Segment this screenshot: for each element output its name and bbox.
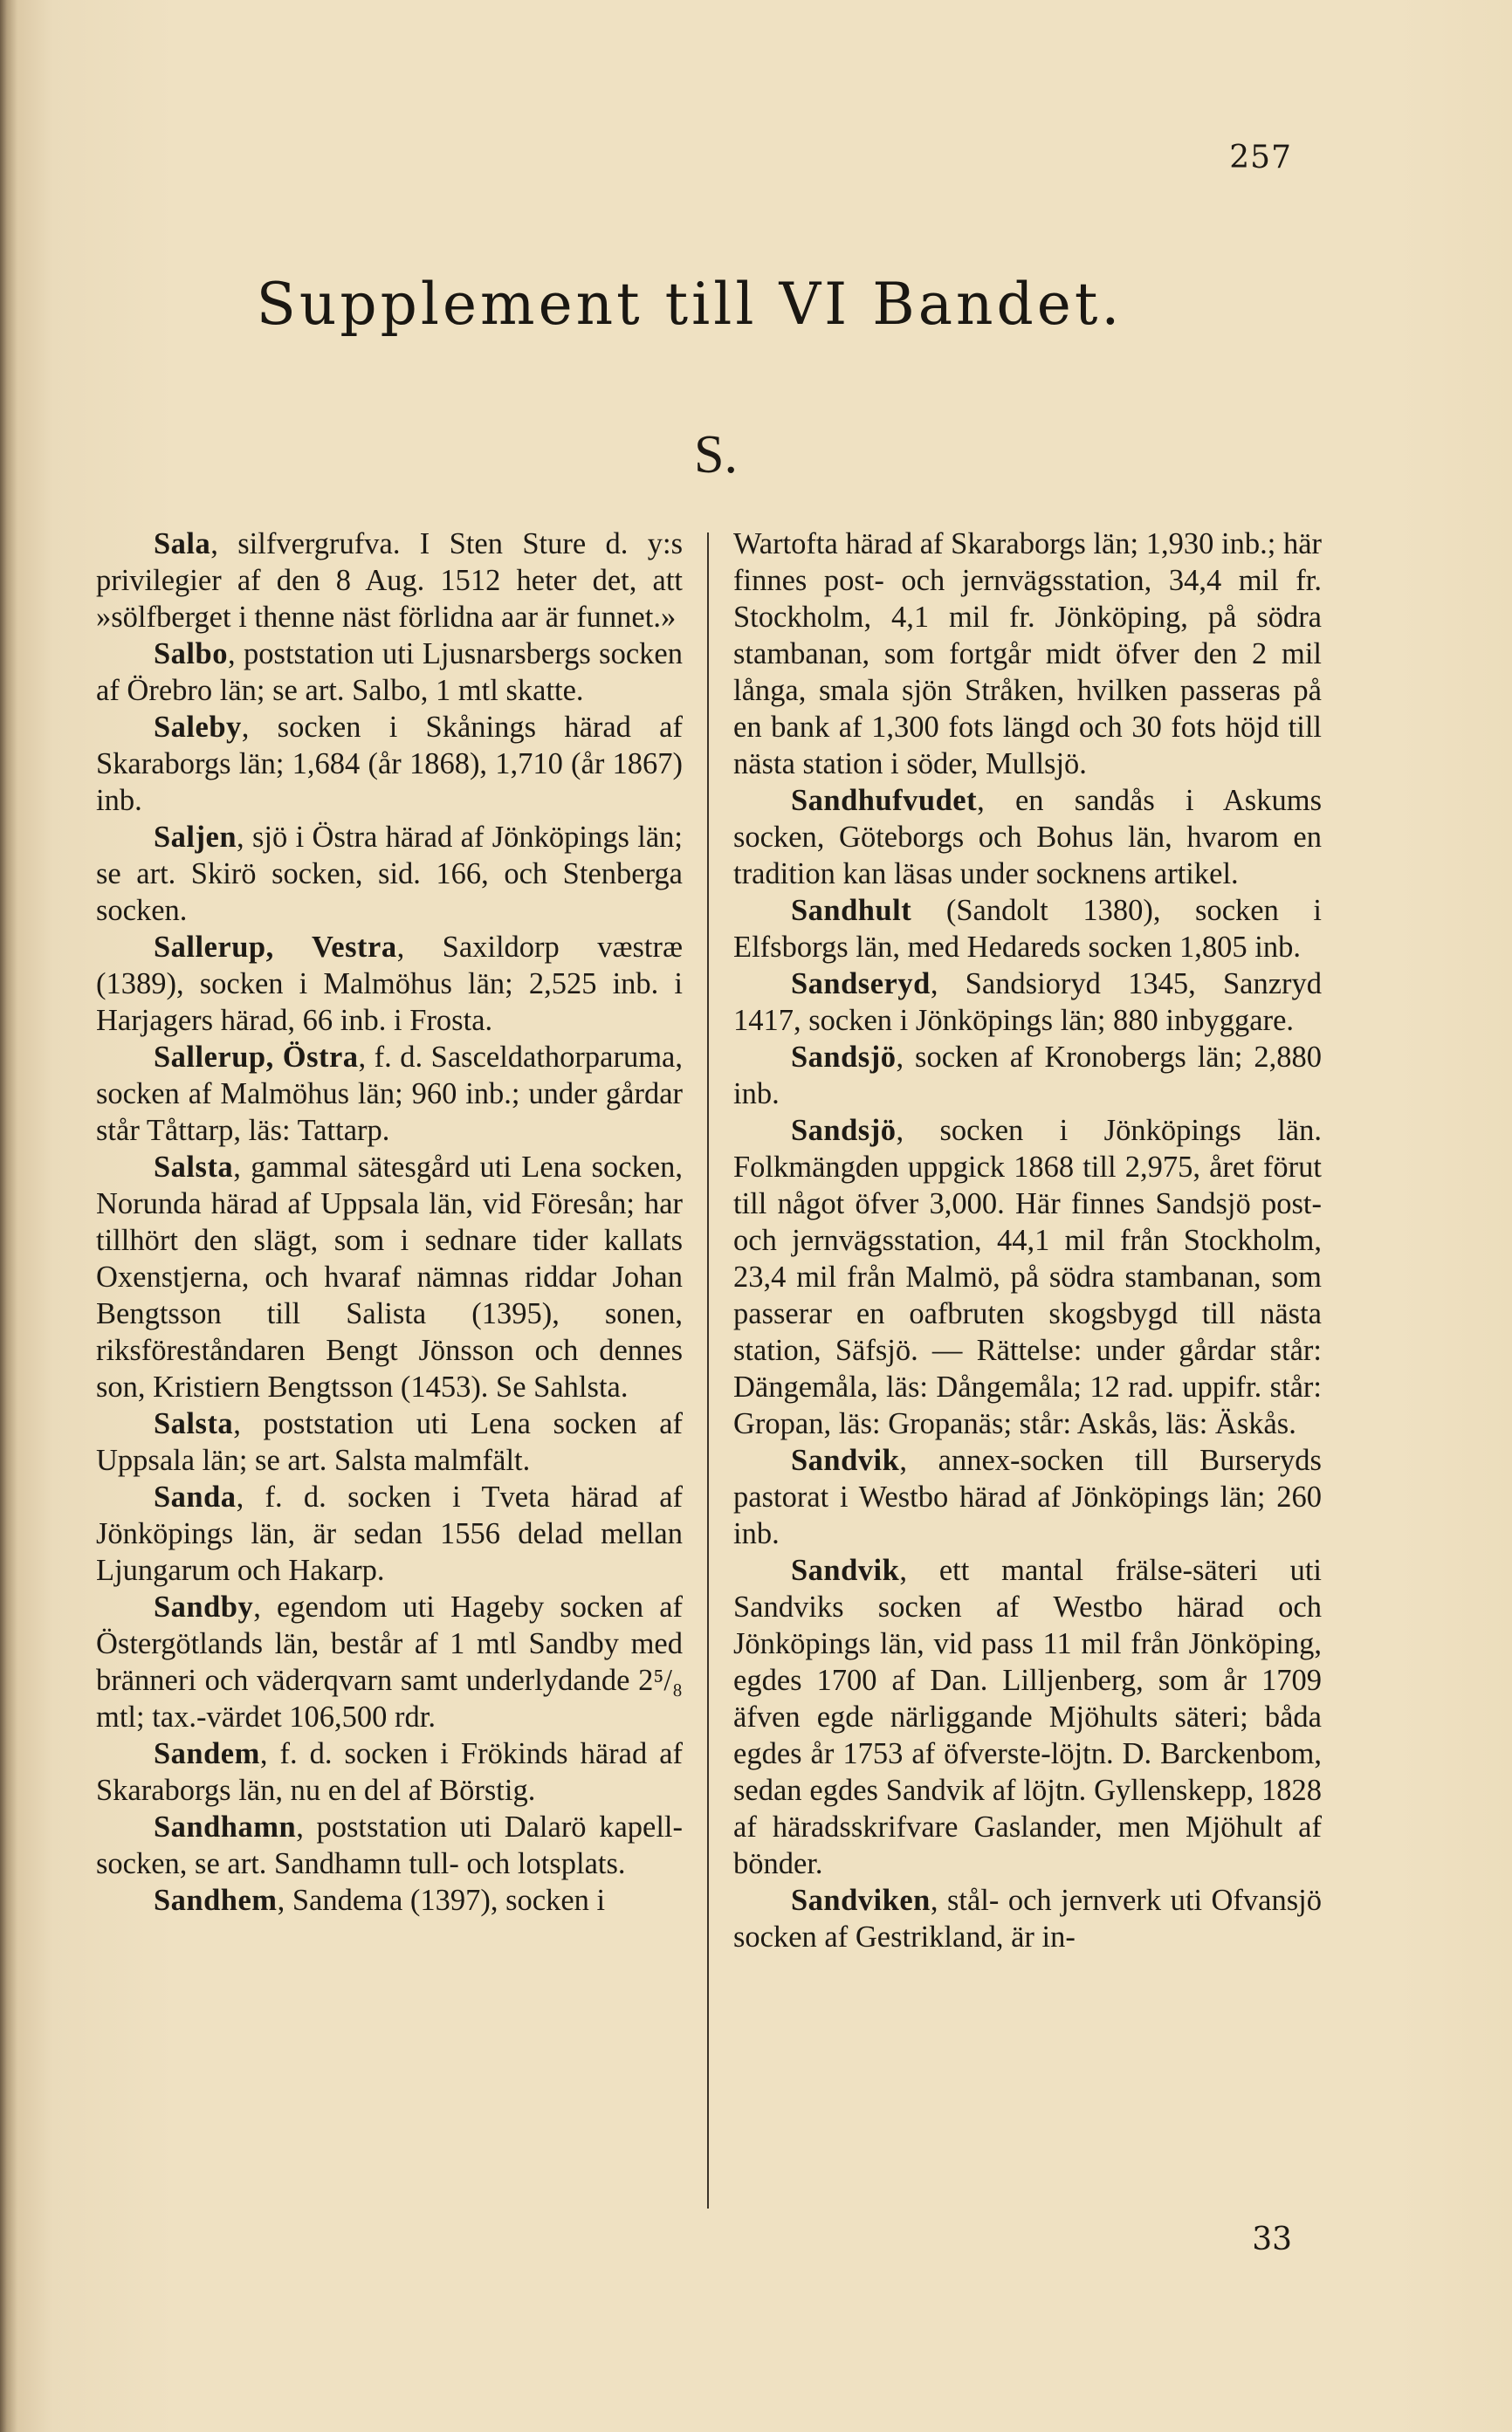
entry-headword: Sandsjö <box>791 1114 897 1147</box>
entry-text: , poststation uti Ljusnarsbergs socken af Örebro län; se art. Salbo, 1 mtl skatte. <box>96 637 683 707</box>
dictionary-entry <box>96 635 683 709</box>
dictionary-entry <box>733 1112 1322 1442</box>
entry-headword: Sandhufvudet <box>791 784 978 817</box>
page-number: 257 <box>1229 140 1292 175</box>
entry-text: , Saxildorp væstræ (1389), socken i Malmöhus län; 2,525 inb. i Harjagers härad, 66 inb. i Frosta. <box>96 931 683 1037</box>
dictionary-entry <box>96 526 683 635</box>
entry-text: , en sandås i Askums socken, Göteborgs och Bohus län, hvarom en tradition kan läsas under socknens artikel. <box>733 784 1322 890</box>
dictionary-entry <box>96 1149 683 1405</box>
entry-text: Wartofta härad af Skaraborgs län; 1,930 inb.; här finnes post- och jernvägsstation, 34,4 mil fr. Stockholm, 4,1 mil fr. Jönköping, på södra stambanan, som fortgår midt öfver den 2 mil långa, smala sjön Stråken, hvilken passeras på en bank af 1,300 fots längd och 30 fots höjd till nästa station i söder, Mullsjö. <box>733 527 1322 780</box>
entry-text: , ett mantal frälse-säteri uti Sandviks socken af Westbo härad och Jönköpings län, vid pass 11 mil från Jönköping, egdes 1700 af Dan. Lilljenberg, som år 1709 äfven egde närliggande Mjöhults säteri; båda egdes år 1753 af öfverste-löjtn. D. Barckenbom, sedan egdes Sandvik af löjtn. Gyllenskepp, 1828 af häradsskrifvare Gaslander, men Mjöhult af bönder. <box>733 1554 1322 1880</box>
entry-headword: Sandvik <box>791 1444 900 1477</box>
entry-text: , annex-socken till Burseryds pastorat i Westbo härad af Jönköpings län; 260 inb. <box>733 1444 1322 1550</box>
entry-text: , sjö i Östra härad af Jönköpings län; se art. Skirö socken, sid. 166, och Stenberga socken. <box>96 821 683 927</box>
entry-text: , f. d. socken i Frökinds härad af Skaraborgs län, nu en del af Börstig. <box>96 1737 683 1807</box>
entry-text: , silfvergrufva. I Sten Sture d. y:s privilegier af den 8 Aug. 1512 heter det, att »sölfberget i thenne näst förlidna aar är funnet.» <box>96 527 683 634</box>
dictionary-entry <box>96 929 683 1039</box>
dictionary-entry <box>96 1039 683 1149</box>
section-letter: S. <box>694 425 738 484</box>
dictionary-entry <box>733 965 1322 1039</box>
entry-text: , poststation uti Dalarö kapell-socken, se art. Sandhamn tull- och lotsplats. <box>96 1810 683 1880</box>
entry-headword: Sandvik <box>791 1554 900 1587</box>
dictionary-entry <box>96 819 683 929</box>
dictionary-entry <box>96 1589 683 1735</box>
dictionary-entry <box>96 1405 683 1479</box>
dictionary-entry <box>733 782 1322 892</box>
entry-headword: Sallerup, Vestra <box>154 931 397 964</box>
entry-text: , socken i Skånings härad af Skaraborgs län; 1,684 (år 1868), 1,710 (år 1867) inb. <box>96 711 683 817</box>
dictionary-entry <box>733 892 1322 965</box>
entry-text: , stål- och jernverk uti Ofvansjö socken af Gestrikland, är in- <box>733 1884 1322 1954</box>
signature-mark: 33 <box>1252 2222 1292 2257</box>
dictionary-entry <box>96 1479 683 1589</box>
dictionary-entry <box>733 526 1322 782</box>
dictionary-entry <box>96 1882 683 1919</box>
column-divider <box>707 532 709 2209</box>
entry-headword: Sandhult <box>791 894 912 927</box>
dictionary-entry <box>733 1039 1322 1112</box>
entry-text: , egendom uti Hageby socken af Östergötlands län, består af 1 mtl Sandby med bränneri och väderqvarn samt underlydande 2⁵/₈ mtl; tax.-värdet 106,500 rdr. <box>96 1590 683 1734</box>
entry-headword: Sandby <box>154 1590 254 1624</box>
dictionary-entry <box>96 1809 683 1882</box>
entry-text: , f. d. Sasceldathorparuma, socken af Malmöhus län; 960 inb.; under gårdar står Tåttarp, läs: Tattarp. <box>96 1041 683 1147</box>
entry-headword: Salbo <box>154 637 228 670</box>
entry-headword: Saljen <box>154 821 237 854</box>
right-column <box>733 526 1322 1955</box>
entry-text: , Sandema (1397), socken i <box>277 1884 606 1917</box>
entry-text: , gammal sätesgård uti Lena socken, Norunda härad af Uppsala län, vid Föresån; har tillhört den slägt, som i sednare tider kallats Oxenstjerna, och hvaraf nämnas riddar Johan Bengtsson till Salista (1395), sonen, riksföreståndaren Bengt Jönsson och dennes son, Kristiern Bengtsson (1453). Se Sahlsta. <box>96 1151 683 1404</box>
entry-headword: Salsta <box>154 1151 234 1184</box>
entry-headword: Sanda <box>154 1480 237 1514</box>
entry-headword: Sandsjö <box>791 1041 897 1074</box>
entry-headword: Sandem <box>154 1737 260 1770</box>
entry-headword: Sandhem <box>154 1884 278 1917</box>
dictionary-entry <box>96 1735 683 1809</box>
entry-headword: Saleby <box>154 711 242 744</box>
entry-text: , socken af Kronobergs län; 2,880 inb. <box>733 1041 1322 1110</box>
dictionary-entry <box>733 1442 1322 1552</box>
entry-headword: Sandviken <box>791 1884 931 1917</box>
left-column <box>96 526 683 1919</box>
entry-text: (Sandolt 1380), socken i Elfsborgs län, med Hedareds socken 1,805 inb. <box>733 894 1322 964</box>
dictionary-entry <box>733 1882 1322 1955</box>
entry-text: , poststation uti Lena socken af Uppsala län; se art. Salsta malmfält. <box>96 1407 683 1477</box>
entry-text: , Sandsioryd 1345, Sanzryd 1417, socken i Jönköpings län; 880 inbyggare. <box>733 967 1322 1037</box>
entry-headword: Sala <box>154 527 211 560</box>
page-title: Supplement till VI Bandet. <box>256 271 1124 338</box>
entry-headword: Sandhamn <box>154 1810 297 1844</box>
entry-headword: Sandseryd <box>791 967 931 1000</box>
entry-text: , socken i Jönköpings län. Folkmängden uppgick 1868 till 2,975, året förut till något öfver 3,000. Här finnes Sandsjö post- och jernvägsstation, 44,1 mil från Stockholm, 23,4 mil från Malmö, på södra stambanan, som passerar en oafbruten skogsbygd till nästa station, Säfsjö. — Rättelse: under gårdar står: Dängemåla, läs: Dångemåla; 12 rad. uppifr. står: Gropan, läs: Gropanäs; står: Askås, läs: Äskås. <box>733 1114 1322 1440</box>
entry-headword: Sallerup, Östra <box>154 1041 359 1074</box>
entry-headword: Salsta <box>154 1407 234 1440</box>
dictionary-entry <box>96 709 683 819</box>
dictionary-entry <box>733 1552 1322 1882</box>
entry-text: , f. d. socken i Tveta härad af Jönköpings län, är sedan 1556 delad mellan Ljungarum och Hakarp. <box>96 1480 683 1587</box>
